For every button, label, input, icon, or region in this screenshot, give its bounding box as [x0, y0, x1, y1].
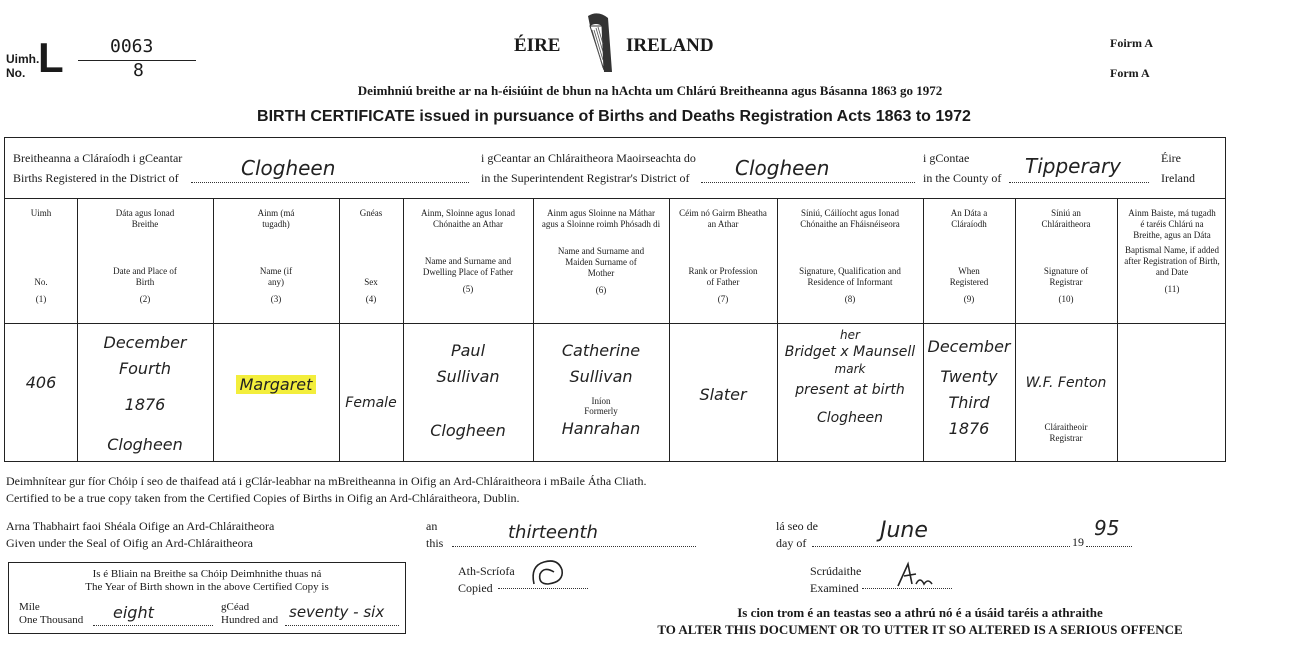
- col-header-10: Síniú an Chláraitheora Signature of Registrar (10): [1041, 208, 1091, 304]
- col-header-2: Dáta agus Ionad Breithe Date and Place of Birth (2): [113, 208, 177, 304]
- country-english: Ireland: [1161, 171, 1195, 185]
- warning-irish: Is cion trom é an teastas seo a athrú nó é a úsáid taréis a athraithe: [737, 605, 1103, 620]
- certification-irish: Deimhnítear gur fíor Chóip í seo de thaifead atá i gClár-leabhar na mBreitheanna in Oifig an Ard-Chláraitheora i mBaile Átha Cliath.: [6, 474, 647, 488]
- entry-profession: Slater: [699, 385, 747, 404]
- district-value: Clogheen: [241, 156, 336, 180]
- irish-title: Deimhniú breithe ar na h-éisiúint de bhun na hAchta um Chlárú Breitheanna agus Básanna 1863 go 1972: [357, 83, 943, 98]
- entry-name: Margaret: [213, 372, 339, 398]
- form-irish: Foirm A: [1110, 36, 1153, 50]
- ireland-heading: IRELAND: [626, 35, 714, 56]
- copied-label: Ath-Scríofa Copied: [458, 564, 515, 595]
- births-english: Births Registered in the District of: [13, 171, 179, 185]
- eire-heading: ÉIRE: [514, 35, 561, 56]
- col-header-5: Ainm, Sloinne agus Ionad Chónaithe an Athar Name and Surname and Dwelling Place of Father (5): [421, 208, 515, 294]
- year-box-irish: Is é Bliain na Breithe sa Chóip Deimhnithe thuas ná: [92, 568, 322, 580]
- col-header-8: Síniú, Cáilíocht agus Ionad Chónaithe an Fháisnéiseora Signature, Qualification and Residence of Informant (8): [799, 208, 901, 304]
- super-value: Clogheen: [735, 156, 830, 180]
- reference-number-bottom: 8: [133, 60, 144, 81]
- given-english: Given under the Seal of Oifig an Ard-Chláraitheora: [6, 536, 253, 550]
- harp-emblem: [578, 12, 618, 78]
- col-header-1: Uimh No. (1): [30, 208, 52, 304]
- super-labels: [481, 148, 696, 188]
- no-label: No.: [6, 66, 26, 80]
- year-box-english: The Year of Birth shown in the above Certified Copy is: [85, 581, 329, 593]
- births-irish: Breitheanna a Cláraíodh i gCeantar: [13, 151, 183, 165]
- english-title: BIRTH CERTIFICATE issued in pursuance of Births and Deaths Registration Acts 1863 to 1972: [257, 108, 971, 125]
- entry-father: Paul Sullivan Clogheen: [430, 341, 506, 440]
- col-header-6: Ainm agus Sloinne na Máthar agus a Sloinne roimh Phósadh di Name and Surname and Maiden Surname of Mother (6): [541, 208, 661, 295]
- col-header-9: An Dáta a Cláraíodh When Registered (9): [949, 208, 989, 304]
- county-irish: i gContae: [923, 151, 970, 165]
- copied-initials: [528, 556, 572, 595]
- super-english: in the Superintendent Registrar's District of: [481, 171, 690, 185]
- entry-mother: Catherine Sullivan Iníon Formerly Hanrahan: [561, 341, 641, 438]
- year-prefix: 19: [1072, 535, 1084, 549]
- warning-english: TO ALTER THIS DOCUMENT OR TO UTTER IT SO ALTERED IS A SERIOUS OFFENCE: [657, 622, 1183, 637]
- reference-label: [6, 52, 39, 80]
- col-header-11: Ainm Baiste, má tugadh é taréis Chlárú na Breithe, agus an Dáta Baptismal Name, if added after Registration of Birth, and Date (11): [1124, 208, 1220, 294]
- year-value: 95: [1094, 516, 1120, 540]
- form-letter: L: [38, 34, 64, 81]
- uimh-label: Uimh.: [6, 52, 40, 66]
- col-header-3: Ainm (má tugadh) Name (if any) (3): [257, 208, 295, 304]
- entry-no: 406: [25, 373, 57, 392]
- examined-label: Scrúdaithe Examined: [810, 564, 862, 595]
- entry-informant: her Bridget x Maunsell mark present at birth Clogheen: [784, 328, 916, 426]
- given-irish: Arna Thabhairt faoi Shéala Oifige an Ard-Chláraitheora: [6, 519, 275, 533]
- col-header-4: Gnéas Sex (4): [359, 208, 383, 304]
- certification-text: [6, 473, 647, 507]
- entry-sex: Female: [345, 395, 397, 411]
- day-of-label: lá seo de day of: [776, 519, 818, 550]
- given-seal-text: [6, 518, 274, 552]
- thousand-value: eight: [113, 603, 154, 622]
- district-labels: [13, 148, 182, 188]
- super-irish: i gCeantar an Chláraitheora Maoirseachta do: [481, 151, 696, 165]
- day-value: thirteenth: [508, 522, 598, 543]
- entry-registered: December Twenty Third 1876: [927, 337, 1011, 438]
- hundred-value: seventy - six: [289, 603, 385, 621]
- register-table: [4, 137, 1226, 462]
- county-english: in the County of: [923, 171, 1002, 185]
- form-english: Form A: [1110, 66, 1150, 80]
- col-header-7: Céim nó Gairm Bheatha an Athar Rank or Profession of Father (7): [679, 208, 767, 304]
- entry-date-place: December Fourth 1876 Clogheen: [103, 333, 187, 454]
- county-value: Tipperary: [1025, 154, 1122, 178]
- certification-english: Certified to be a true copy taken from the Certified Copies of Births in Oifig an Ard-Chláraitheora, Dublin.: [6, 491, 520, 505]
- county-labels: [923, 148, 1001, 188]
- this-label: an this: [426, 519, 444, 550]
- examined-initials: [894, 560, 934, 595]
- entry-registrar-signature: W.F. Fenton: [1025, 375, 1107, 391]
- year-of-birth-box: Is é Bliain na Breithe sa Chóip Deimhnithe thuas ná The Year of Birth shown in the above Certified Copy is Míle One Thousand eight gCéad Hundred and seventy - six: [8, 562, 406, 634]
- registrar-label: Cláraitheoir Registrar: [1044, 422, 1088, 443]
- month-value: June: [880, 518, 928, 543]
- country-labels: [1161, 148, 1195, 188]
- reference-number-top: 0063: [110, 36, 154, 57]
- warning-text: [610, 604, 1230, 638]
- country-irish: Éire: [1161, 151, 1181, 165]
